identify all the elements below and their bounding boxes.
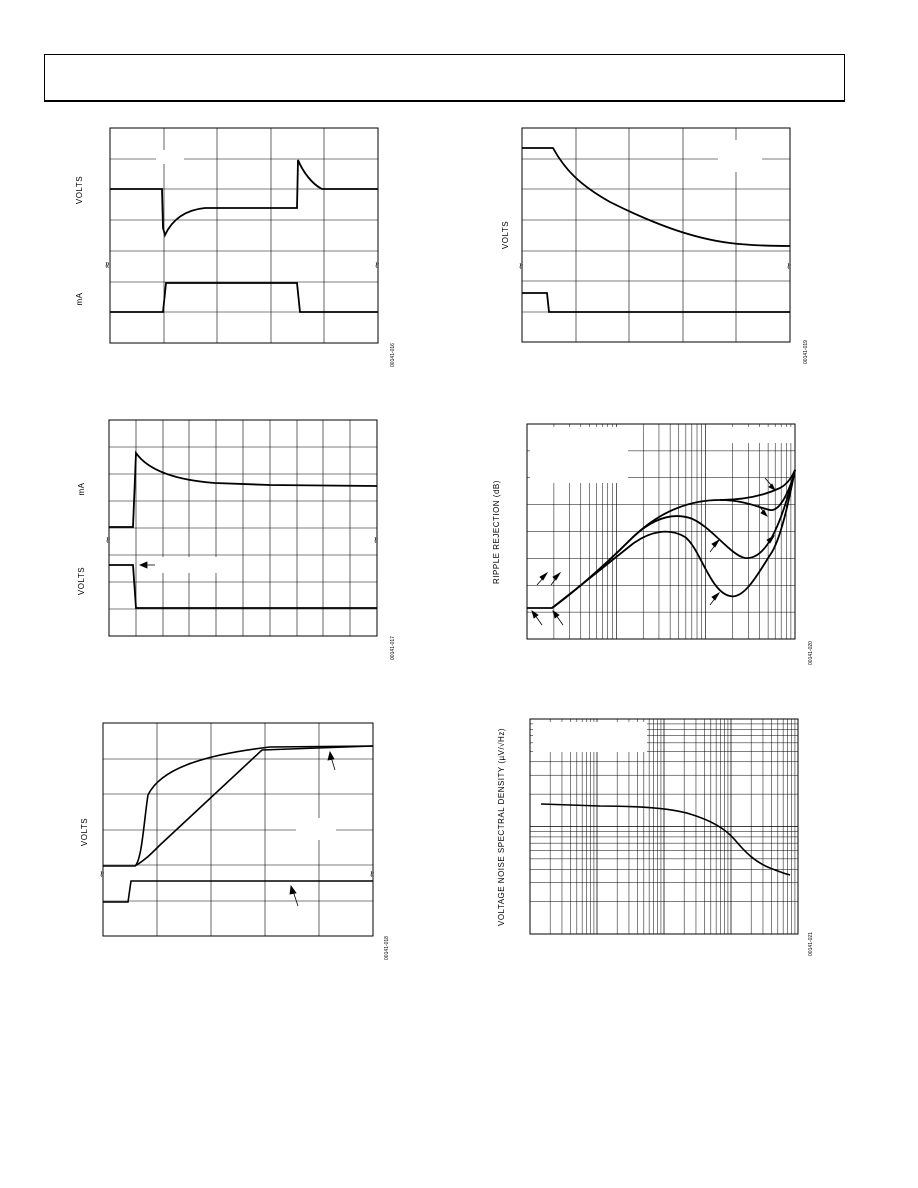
fig16-voltage-trace: [110, 160, 378, 235]
fig16-ylabel-bottom: mA: [75, 292, 84, 306]
fig18-ylabel: VOLTS: [80, 817, 89, 847]
fig19-code: 00141-019: [803, 340, 809, 364]
fig17-break-left: ≈: [104, 536, 114, 544]
fig16-break-right: ≈: [373, 261, 383, 269]
fig17-grid: [109, 420, 377, 636]
fig18-chart: [80, 723, 390, 960]
fig18-arrow-bottom: [290, 886, 298, 906]
fig17-chart: [77, 420, 396, 660]
fig21-noise-trace: [541, 804, 790, 875]
fig17-ylabel-bottom: VOLTS: [77, 566, 86, 596]
fig21-ylabel: VOLTAGE NOISE SPECTRAL DENSITY (µV/√Hz): [497, 727, 506, 927]
fig19-chart: [501, 128, 809, 364]
fig18-code: 00141-018: [384, 936, 390, 960]
fig19-ylabel: VOLTS: [501, 220, 510, 250]
fig18-break-left: ≈: [98, 870, 108, 878]
fig16-ylabel-top: VOLTS: [75, 175, 84, 205]
fig21-code: 00141-021: [808, 932, 814, 956]
fig20-curve-d: [720, 470, 795, 500]
fig18-input-step: [103, 881, 373, 902]
fig18-output-fast: [103, 746, 373, 866]
fig16-chart: [75, 128, 396, 367]
fig16-code: 00141-016: [390, 343, 396, 367]
fig19-step-trace: [522, 293, 790, 312]
fig20-ylabel: RIPPLE REJECTION (dB): [492, 480, 501, 584]
fig17-arrow: [140, 562, 155, 568]
fig21-chart: [497, 719, 814, 956]
fig16-grid: [110, 128, 378, 343]
fig18-break-right: ≈: [368, 870, 378, 878]
fig17-break-right: ≈: [372, 536, 382, 544]
fig18-arrow-top: [328, 752, 335, 770]
fig20-curve-b: [552, 470, 795, 608]
fig17-code: 00141-017: [390, 636, 396, 660]
fig20-code: 00141-020: [808, 641, 814, 665]
fig19-break-right: ≈: [785, 262, 795, 270]
fig19-break-left: ≈: [517, 262, 527, 270]
fig18-output-ramp: [135, 746, 373, 866]
fig16-current-trace: [110, 283, 378, 312]
fig20-curve-c: [552, 470, 795, 608]
fig20-chart: [492, 424, 814, 665]
fig16-break-left: ≈: [103, 261, 113, 269]
fig17-ylabel-top: mA: [77, 482, 86, 496]
